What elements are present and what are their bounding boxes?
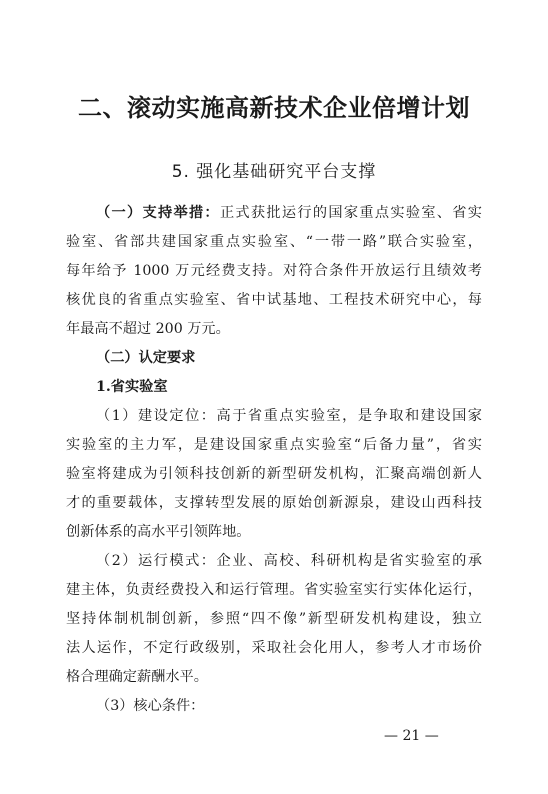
positioning-line-5: 创新体系的高水平引领阵地。 (66, 524, 251, 540)
item1-heading: 1.省实验室 (96, 379, 168, 395)
positioning-line-1: （1）建设定位：高于省重点实验室，是争取和建设国家 (96, 408, 482, 424)
support-measures-line-5: 年最高不超过 200 万元。 (66, 321, 230, 337)
support-measures-line-2: 验室、省部共建国家重点实验室、“一带一路”联合实验室， (66, 234, 482, 250)
operation-mode-line-4: 法人运作，不定行政级别，采取社会化用人，参考人才市场价 (66, 640, 482, 656)
positioning-line-3: 验室将建成为引领科技创新的新型研发机构，汇聚高端创新人 (66, 466, 482, 482)
operation-mode-line-3: 坚持体制机制创新，参照“四不像”新型研发机构建设，独立 (66, 611, 482, 627)
core-conditions-line: （3）核心条件： (96, 698, 205, 714)
support-measures-line-4: 核优良的省重点实验室、省中试基地、工程技术研究中心，每 (66, 292, 482, 308)
support-measures-line-3: 每年给予 1000 万元经费支持。对符合条件开放运行且绩效考 (66, 263, 482, 279)
section-heading: 5. 强化基础研究平台支撑 (171, 162, 377, 182)
support-measures-line-1 (96, 199, 482, 227)
support-measures-text: 正式获批运行的国家重点实验室、省实 (219, 205, 482, 221)
support-measures-label: （一）支持举措： (96, 205, 220, 221)
operation-mode-line-5: 格合理确定薪酬水平。 (66, 669, 208, 685)
page-number: — 21 — (384, 728, 439, 744)
operation-mode-line-2: 建主体，负责经费投入和运行管理。省实验室实行实体化运行， (66, 582, 482, 598)
requirements-heading: （二）认定要求 (96, 350, 196, 366)
positioning-line-4: 才的重要载体，支撑转型发展的原始创新源泉，建设山西科技 (66, 495, 482, 511)
operation-mode-line-1: （2）运行模式：企业、高校、科研机构是省实验室的承 (96, 553, 482, 569)
positioning-line-2: 实验室的主力军，是建设国家重点实验室“后备力量”，省实 (66, 437, 482, 453)
chapter-title: 二、滚动实施高新技术企业倍增计划 (78, 93, 470, 122)
